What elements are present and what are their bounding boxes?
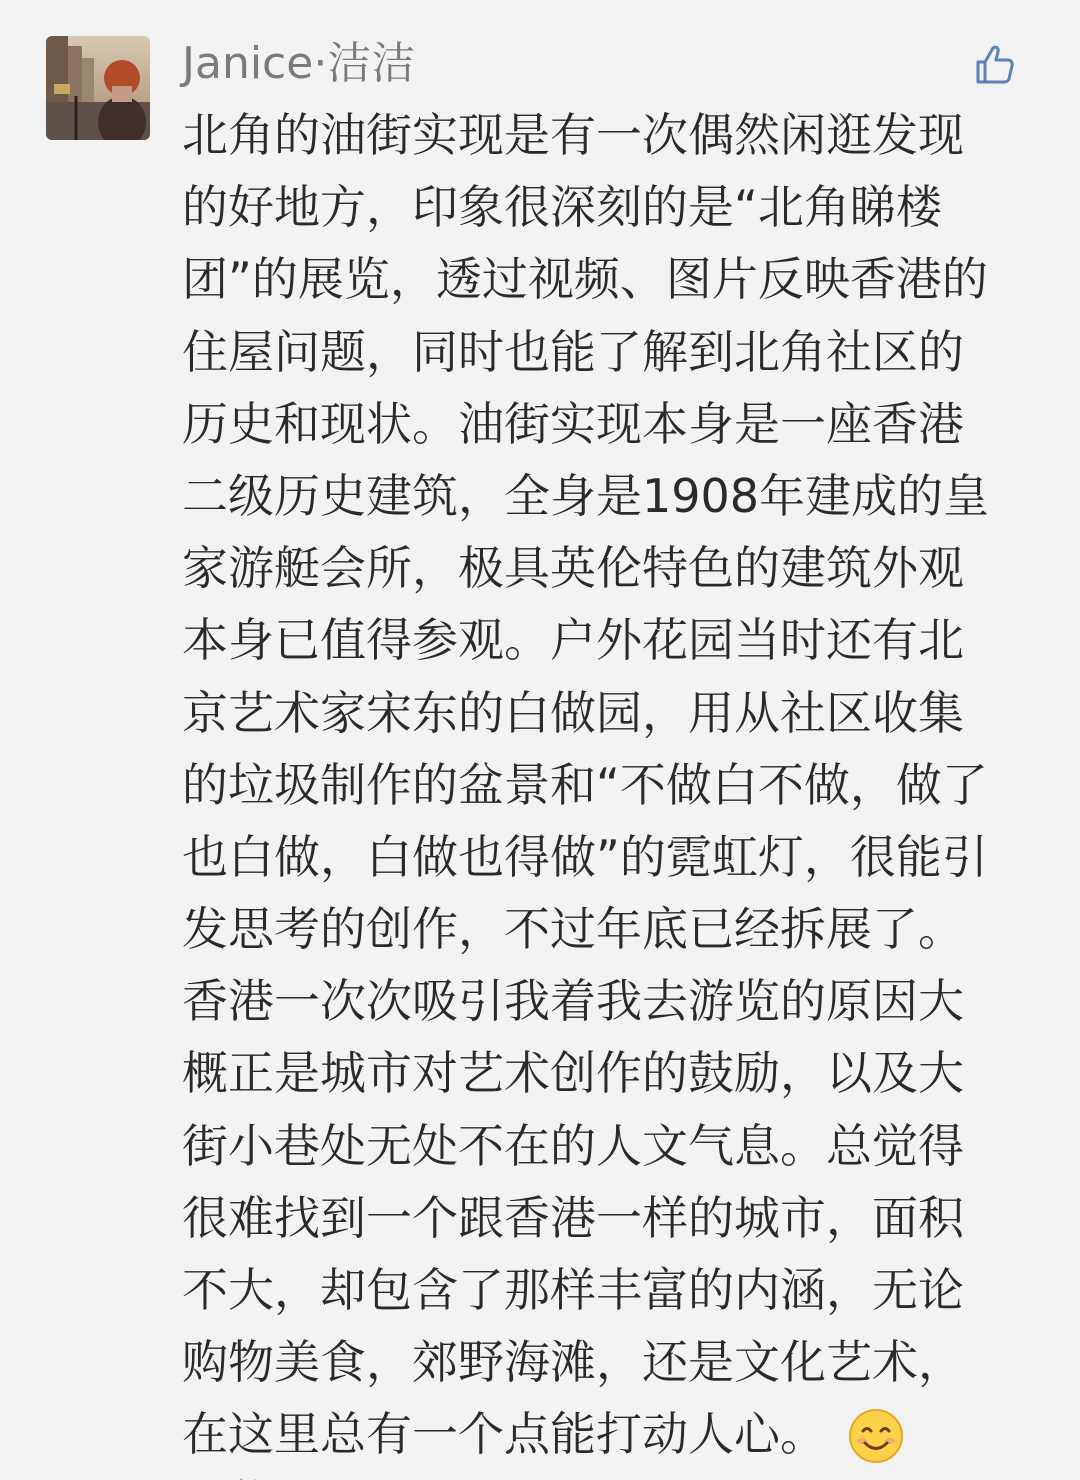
comment-line: 不大，却包含了那样丰富的内涵，无论 [182,1263,964,1317]
comment-line: 街小巷处无处不在的人文气息。总觉得 [182,1118,964,1173]
comment-line: 发思考的创作，不过年底已经拆展了。 [182,902,964,957]
comment-line: 本身已值得参观。户外花园当时还有北 [182,613,964,668]
comment-text [182,99,1022,1471]
comment-line: 家游艇会所，极具英伦特色的建筑外观 [182,541,964,596]
smiling-face-emoji [848,1408,904,1464]
comment-line: 概正是城市对艺术创作的鼓励，以及大 [182,1046,964,1101]
comment-line: 京艺术家宋东的白做园，用从社区收集 [182,685,964,740]
comment-line: 二级历史建筑，全身是1908年建成的皇 [182,468,990,523]
author-name[interactable]: Janice·洁洁 [182,38,416,89]
comment-line: 的好地方，印象很深刻的是“北角睇楼 [182,180,942,235]
comment-line-text: 在这里总有一个点能打动人心。 [182,1407,826,1462]
next-content-fragment [232,1472,262,1480]
comment-line: 购物美食，郊野海滩，还是文化艺术， [182,1335,964,1390]
user-avatar[interactable] [46,36,150,140]
comment-line-last [182,1398,1022,1470]
comment-line: 北角的油街实现是有一次偶然闲逛发现 [182,108,964,162]
comment-line: 也白做，白做也得做”的霓虹灯，很能引 [182,829,988,884]
thumbs-up-icon [972,42,1016,86]
comment-line: 很难找到一个跟香港一样的城市，面积 [182,1190,964,1245]
like-button[interactable] [972,42,1016,86]
comment-line: 香港一次次吸引我着我去游览的原因大 [182,974,964,1029]
comment-line: 住屋问题，同时也能了解到北角社区的 [182,324,964,379]
comment-line: 团”的展览，透过视频、图片反映香港的 [182,252,988,307]
comment-line: 的垃圾制作的盆景和“不做白不做，做了 [182,757,988,812]
comment-line: 历史和现状。油街实现本身是一座香港 [182,396,964,451]
avatar-photo [46,36,150,140]
